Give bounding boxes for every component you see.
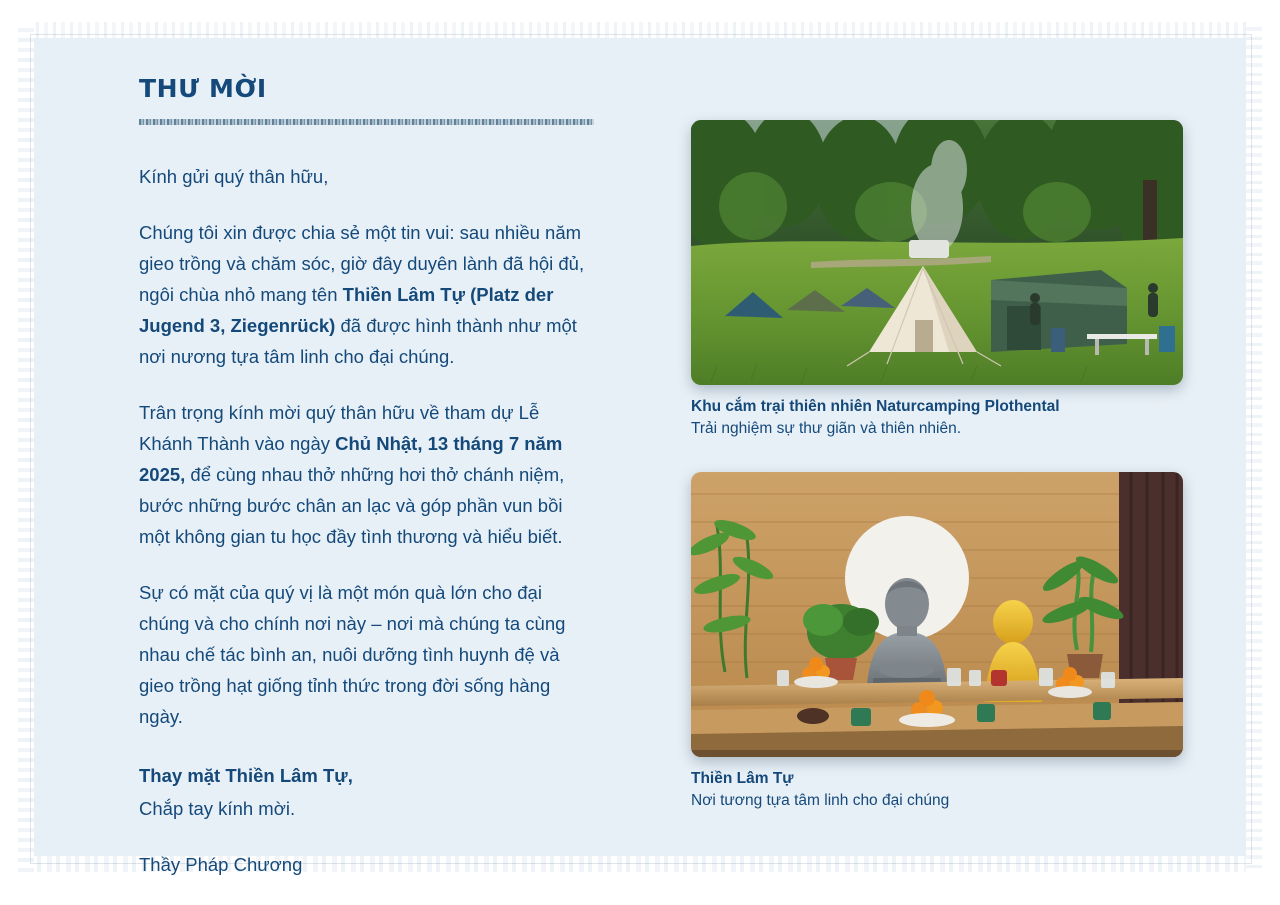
event-date-bold: Chủ Nhật, 13 tháng 7 năm 2025, xyxy=(139,433,563,485)
caption-subtitle-altar: Nơi tương tựa tâm linh cho đại chúng xyxy=(691,792,950,809)
signature-name: Thầy Pháp Chương xyxy=(139,854,303,875)
photo-block-altar xyxy=(691,472,1191,810)
page-title: THƯ MỜI xyxy=(139,74,267,103)
caption-subtitle-camping: Trải nghiệm sự thư giãn và thiên nhiên. xyxy=(691,420,962,437)
invitation-text-column xyxy=(139,74,594,880)
photo-column xyxy=(691,120,1191,810)
paragraph-closing: Sự có mặt của quý vị là một món quà lớn cho đại chúng và cho chính nơi này – nơi mà chúng ta cùng nhau chế tác bình an, nuôi dưỡng tình huynh đệ và gieo trồng hạt giống tỉnh thức trong đời sống hàng ngày. xyxy=(139,582,566,727)
signature-line-2: Chắp tay kính mời. xyxy=(139,798,296,819)
paragraph-invitation xyxy=(139,397,594,552)
temple-name-bold: Thiền Lâm Tự (Platz der Jugend 3, Ziegenrück) xyxy=(139,284,554,336)
paper-edge-right xyxy=(1246,22,1262,872)
title-divider xyxy=(139,119,594,125)
caption-title-camping: Khu cắm trại thiên nhiên Naturcamping Plothental xyxy=(691,398,1060,415)
paper-edge-left xyxy=(18,22,34,872)
photo-block-camping xyxy=(691,120,1191,438)
buddha-altar-illustration xyxy=(691,472,1183,757)
buddha-altar-photo xyxy=(691,472,1183,757)
paper-edge-top xyxy=(22,22,1258,38)
paragraph-invitation-part2: để cùng nhau thở những hơi thở chánh niệm, bước những bước chân an lạc và góp phần vun bồi một không gian tu học đầy tình thương và hiểu biết. xyxy=(139,464,565,547)
camping-meadow-illustration xyxy=(691,120,1183,385)
camping-meadow-photo xyxy=(691,120,1183,385)
paragraph-announcement-part2: đã được hình thành như một nơi nương tựa tâm linh cho đại chúng. xyxy=(139,315,577,367)
caption-title-altar: Thiền Lâm Tự xyxy=(691,770,794,787)
paragraph-invitation-part1: Trân trọng kính mời quý thân hữu về tham dự Lễ Khánh Thành vào ngày xyxy=(139,402,540,454)
paragraph-announcement-part1: Chúng tôi xin được chia sẻ một tin vui: sau nhiều năm gieo trồng và chăm sóc, giờ đây duyên lành đã hội đủ, ngôi chùa nhỏ mang tên xyxy=(139,222,585,305)
paragraph-announcement xyxy=(139,217,594,372)
greeting-line: Kính gửi quý thân hữu, xyxy=(139,166,329,187)
signature-line-1: Thay mặt Thiền Lâm Tự, xyxy=(139,765,353,786)
